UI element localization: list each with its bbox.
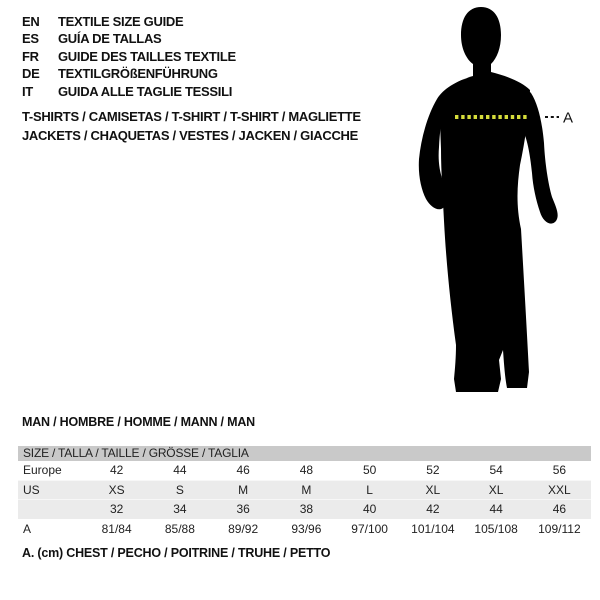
table-cell: 89/92 bbox=[228, 521, 259, 536]
table-cell: XXL bbox=[548, 482, 571, 497]
row-label: US bbox=[23, 482, 40, 497]
table-cell: 97/100 bbox=[351, 521, 388, 536]
language-row bbox=[22, 83, 236, 100]
table-cell: 44 bbox=[173, 463, 187, 477]
row-label bbox=[18, 500, 85, 519]
table-cell: 48 bbox=[299, 463, 314, 477]
language-code: FR bbox=[22, 48, 39, 64]
table-cell: M bbox=[238, 482, 249, 497]
table-cell: 81/84 bbox=[101, 521, 132, 536]
row-label: Europe bbox=[23, 463, 62, 477]
language-code: DE bbox=[22, 66, 40, 82]
measure-label-a: A bbox=[563, 109, 574, 127]
measurement-footnote: A. (cm) CHEST / PECHO / POITRINE / TRUHE / PETTO bbox=[22, 546, 331, 560]
language-label: GUIDA ALLE TAGLIE TESSILI bbox=[58, 83, 233, 99]
table-cell: 46 bbox=[552, 502, 567, 516]
table-cell: 44 bbox=[489, 502, 503, 516]
row-label: A bbox=[23, 521, 32, 536]
category-line-jackets: JACKETS / CHAQUETAS / VESTES / JACKEN / GIACCHE bbox=[22, 127, 358, 143]
man-silhouette-figure bbox=[410, 3, 600, 395]
table-cell: 105/108 bbox=[474, 521, 518, 536]
table-cell: 40 bbox=[362, 502, 377, 516]
language-row bbox=[22, 13, 236, 30]
table-cell: 38 bbox=[299, 502, 314, 516]
table-cell: 85/88 bbox=[164, 521, 195, 536]
table-cell: 109/112 bbox=[538, 521, 581, 536]
language-list bbox=[22, 13, 236, 100]
language-label: GUÍA DE TALLAS bbox=[58, 31, 162, 47]
language-label: TEXTILE SIZE GUIDE bbox=[58, 14, 184, 29]
man-silhouette bbox=[439, 7, 530, 392]
table-cell: XS bbox=[108, 482, 125, 497]
table-cell: XL bbox=[488, 482, 504, 497]
table-row-numeric bbox=[18, 499, 591, 519]
table-cell: 46 bbox=[236, 463, 250, 477]
table-cell: 54 bbox=[489, 463, 503, 477]
language-label: TEXTILGRÖßENFÜHRUNG bbox=[58, 66, 218, 82]
language-row bbox=[22, 30, 236, 47]
table-cell: 52 bbox=[426, 463, 440, 477]
category-list bbox=[22, 108, 361, 145]
language-code: EN bbox=[22, 14, 40, 29]
table-cell: M bbox=[301, 482, 312, 497]
table-cell: L bbox=[366, 482, 373, 497]
language-row bbox=[22, 48, 236, 65]
table-row-europe bbox=[18, 461, 591, 480]
table-cell: 42 bbox=[426, 502, 440, 516]
language-code: ES bbox=[22, 31, 39, 47]
size-table-header: SIZE / TALLA / TAILLE / GRÖSSE / TAGLIA bbox=[18, 446, 591, 461]
section-title-man: MAN / HOMBRE / HOMME / MANN / MAN bbox=[22, 415, 255, 429]
table-cell: 50 bbox=[362, 463, 377, 477]
language-row bbox=[22, 65, 236, 82]
table-cell: 101/104 bbox=[411, 521, 455, 536]
table-cell: 34 bbox=[173, 502, 187, 516]
table-cell: 36 bbox=[236, 502, 250, 516]
table-cell: 93/96 bbox=[291, 521, 322, 536]
language-label: GUIDE DES TAILLES TEXTILE bbox=[58, 48, 236, 64]
category-line-tshirts: T-SHIRTS / CAMISETAS / T-SHIRT / T-SHIRT / MAGLIETTE bbox=[22, 109, 361, 124]
table-cell: 32 bbox=[109, 502, 124, 516]
table-row-us bbox=[18, 480, 591, 500]
table-cell: S bbox=[175, 482, 184, 497]
language-code: IT bbox=[22, 83, 33, 99]
table-cell: 42 bbox=[109, 463, 124, 477]
table-row-chest-a bbox=[18, 519, 591, 539]
size-table bbox=[18, 446, 591, 538]
table-cell: 56 bbox=[552, 463, 567, 477]
table-cell: XL bbox=[425, 482, 441, 497]
